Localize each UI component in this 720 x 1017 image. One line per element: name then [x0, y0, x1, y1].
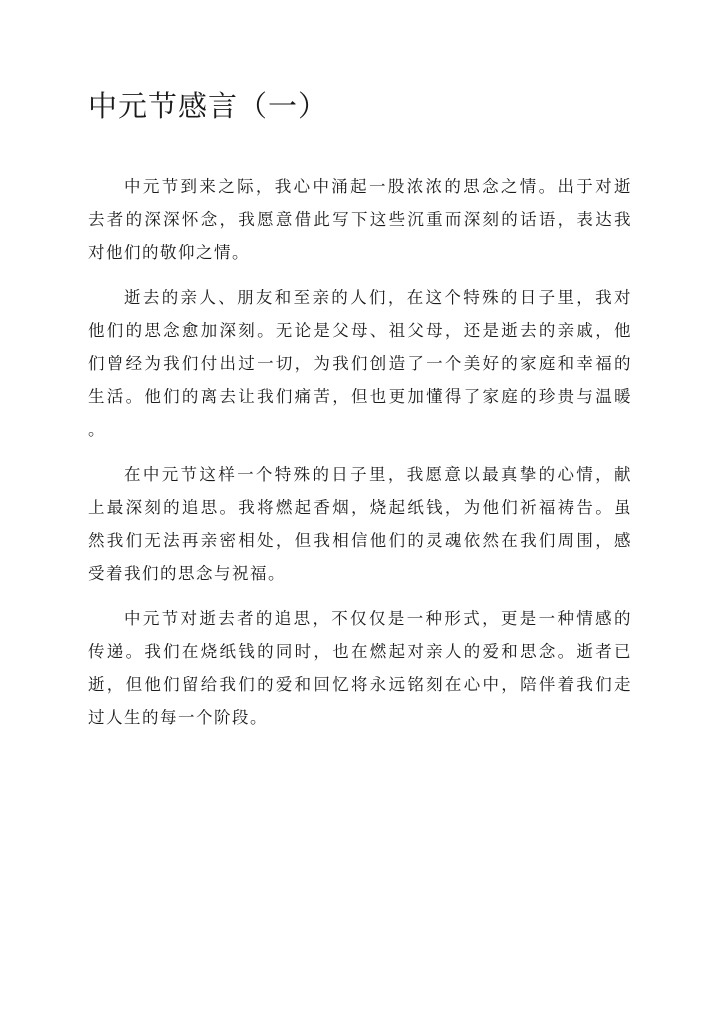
paragraph-3	[88, 458, 632, 590]
paragraph-line: 他们的思念愈加深刻。无论是父母、祖父母，还是逝去的亲戚，他	[88, 321, 632, 340]
document-body	[88, 170, 632, 746]
paragraph-line: 逝去的亲人、朋友和至亲的人们，在这个特殊的日子里，我对	[124, 288, 632, 307]
paragraph-line: 中元节对逝去者的追思，不仅仅是一种形式，更是一种情感的	[124, 609, 632, 628]
paragraph-line: 受着我们的思念与祝福。	[88, 564, 286, 583]
paragraph-line: 在中元节这样一个特殊的日子里，我愿意以最真挚的心情，献	[124, 465, 632, 484]
paragraph-1	[88, 170, 632, 269]
paragraph-line: 然我们无法再亲密相处，但我相信他们的灵魂依然在我们周围，感	[88, 531, 632, 550]
paragraph-line: 去者的深深怀念，我愿意借此写下这些沉重而深刻的话语，表达我	[88, 210, 632, 229]
paragraph-4	[88, 602, 632, 734]
paragraph-line: 上最深刻的追思。我将燃起香烟，烧起纸钱，为他们祈福祷告。虽	[88, 498, 632, 517]
paragraph-line: 。	[88, 420, 106, 439]
paragraph-line: 对他们的敬仰之情。	[88, 243, 250, 262]
paragraph-line: 传递。我们在烧纸钱的同时，也在燃起对亲人的爱和思念。逝者已	[88, 642, 632, 661]
paragraph-2	[88, 281, 632, 446]
paragraph-line: 生活。他们的离去让我们痛苦，但也更加懂得了家庭的珍贵与温暖	[88, 387, 632, 406]
paragraph-line: 逝，但他们留给我们的爱和回忆将永远铭刻在心中，陪伴着我们走	[88, 675, 632, 694]
paragraph-line: 们曾经为我们付出过一切，为我们创造了一个美好的家庭和幸福的	[88, 354, 632, 373]
paragraph-line: 过人生的每一个阶段。	[88, 708, 268, 727]
document-title: 中元节感言（一）	[88, 89, 329, 123]
paragraph-line: 中元节到来之际，我心中涌起一股浓浓的思念之情。出于对逝	[124, 177, 632, 196]
